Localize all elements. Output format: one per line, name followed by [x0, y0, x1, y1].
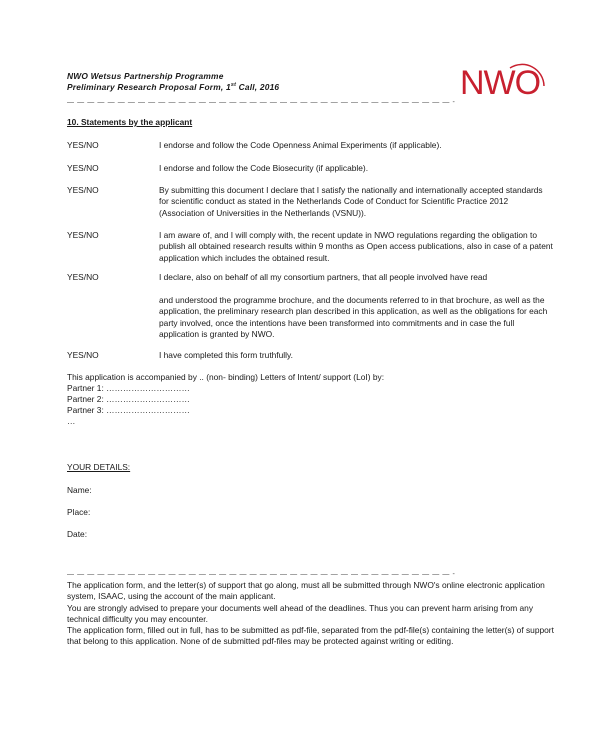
statement-1-text: I endorse and follow the Code Openness Animal Experiments (if applicable). — [159, 140, 442, 150]
statement-2-choice[interactable]: YES/NO — [67, 163, 99, 173]
statement-5-choice[interactable]: YES/NO — [67, 272, 99, 282]
date-field[interactable]: Date: — [67, 529, 88, 539]
nwo-logo-text: NWO — [460, 64, 541, 102]
statement-6-choice[interactable]: YES/NO — [67, 350, 99, 360]
footer-paragraph-3: The application form, filled out in full, has to be submitted as pdf-file, separated from the pdf-file(s) containing the letter(s) of support that belong to this application. None of de submitted pdf-files may be protected against writing or editing. — [67, 625, 554, 647]
statement-3-text: By submitting this document I declare that I satisfy the nationally and internationally accepted standards for scientific conduct as stated in the Netherlands Code of Conduct for Scientific Practice 2012 (Association of Universities in the Netherlands (VSNU)). — [159, 185, 543, 218]
footer-paragraph-1: The application form, and the letter(s) of support that go along, must all be submitted through NWO's online electronic application system, ISAAC, using the account of the main applicant. — [67, 580, 545, 602]
programme-title: NWO Wetsus Partnership Programme — [67, 71, 224, 81]
partner-1-field[interactable]: Partner 1: ………………………… — [67, 383, 190, 393]
statement-3-choice[interactable]: YES/NO — [67, 185, 99, 195]
section-heading: 10. Statements by the applicant — [67, 117, 193, 127]
statement-2-text: I endorse and follow the Code Biosecurity (if applicable). — [159, 163, 369, 173]
form-title: Preliminary Research Proposal Form, 1st Call, 2016 — [67, 82, 280, 92]
place-field[interactable]: Place: — [67, 507, 91, 517]
statement-4-text: I am aware of, and I will comply with, the recent update in NWO regulations regarding the obligation to publish all obtained research results within 9 months as Open access publications, also in case of a patent application which includes the obtained result. — [159, 230, 553, 263]
nwo-logo — [458, 60, 548, 104]
top-separator: — — — — — — — — — — — — — — — — — — — — — — — — — — — — — — — — — — — — — — - — [67, 99, 456, 106]
partner-more: … — [67, 416, 76, 426]
name-field[interactable]: Name: — [67, 485, 92, 495]
statement-6-text: I have completed this form truthfully. — [159, 350, 293, 360]
statement-5-continuation: and understood the programme brochure, and the documents referred to in that brochure, as well as the application, the preliminary research plan described in this application, as well as the obligations for each party involved, once the intentions have been transformed into commitments and in case the full application is granted by NWO. — [159, 295, 548, 339]
bottom-separator: — — — — — — — — — — — — — — — — — — — — — — — — — — — — — — — — — — — — — — - — [67, 571, 456, 578]
statement-4-choice[interactable]: YES/NO — [67, 230, 99, 240]
statement-5-text: I declare, also on behalf of all my consortium partners, that all people involved have read — [159, 272, 488, 282]
footer-paragraph-2: You are strongly advised to prepare your documents well ahead of the deadlines. Thus you can prevent harm arising from any technical difficulty you may encounter. — [67, 603, 534, 625]
statement-1-choice[interactable]: YES/NO — [67, 140, 99, 150]
partner-2-field[interactable]: Partner 2: ………………………… — [67, 394, 190, 404]
partner-3-field[interactable]: Partner 3: ………………………… — [67, 405, 190, 415]
details-heading: YOUR DETAILS: — [67, 462, 131, 472]
loi-intro: This application is accompanied by .. (non- binding) Letters of Intent/ support (LoI) by: — [67, 372, 385, 382]
